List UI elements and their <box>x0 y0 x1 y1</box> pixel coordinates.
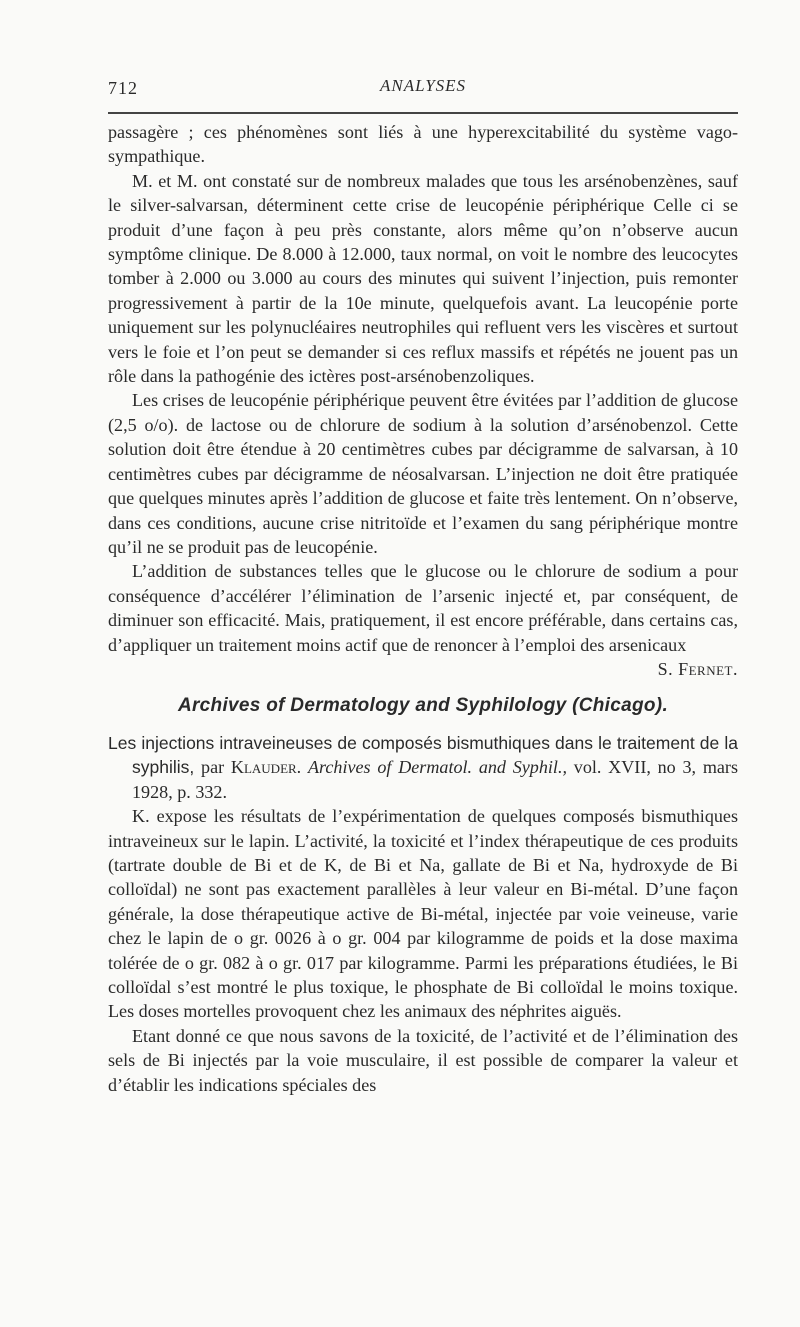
running-title: ANALYSES <box>379 76 467 95</box>
paragraph-4: L’addition de substances telles que le glucose ou le chlorure de sodium a pour conséquence d’accélérer l’élimination de l’arsenic injecté et, par conséquent, de diminuer son efficacité. Mais, pratiquement, il est encore préférable, dans certains cas, d’appliquer un traitement moins actif que de renoncer à l’emploi des arsenicaux <box>108 561 738 655</box>
paragraph-2: M. et M. ont constaté sur de nombreux malades que tous les arsénobenzènes, sauf le silver-salvarsan, déterminent cette crise de leucopénie périphérique Celle ci se produit d’une façon à peu près constante, alors même qu’on n’observe aucun symptôme clinique. De 8.000 à 12.000, taux normal, on voit le nombre des leucocytes tomber à 2.000 ou 3.000 au cours des minutes qui suivent l’injection, puis remonter progressivement à partir de la 10e minute, quelquefois avant. La leucopénie porte uniquement sur les polynucléaires neutrophiles qui refluent vers les viscères et surtout vers le foie et l’on peut se demander si ces reflux massifs et répétés ne jouent pas un rôle dans la pathogénie des ictères post-arsénobenzoliques. <box>108 170 738 387</box>
signature-text: S. Fernet. <box>657 658 738 679</box>
header-rule <box>108 112 738 114</box>
paragraph-3: Les crises de leucopénie périphérique peuvent être évitées par l’addition de glucose (2,5 o/o). de lactose ou de chlorure de sodium à la solution d’arsénobenzol. Cette solution doit être étendue à 20 centimètres cubes par décigramme de salvarsan, à 10 centimètres cubes par décigramme de néosalvarsan. L’injection ne doit être pratiquée que quelques minutes après l’addition de glucose et faite très lentement. On n’observe, dans ces conditions, aucune crise nitritoïde et l’examen du sang périphérique montre qu’il ne se produit pas de leucopénie. <box>108 390 738 557</box>
article-paragraph-1: K. expose les résultats de l’expérimentation de quelques composés bismuthiques intraveineux sur le lapin. L’activité, la toxicité et l’index thérapeutique de ces produits (tartrate double de Bi et de K, de Bi et Na, gallate de Bi et Na, hydroxyde de Bi colloïdal) ne sont pas exactement parallèles à leur valeur en Bi-métal. D’une façon générale, la dose thérapeutique active de Bi-métal, injectée par voie veineuse, varie chez le lapin de o gr. 0026 à o gr. 004 par kilogramme de poids et la dose maxima tolérée de o gr. 082 à o gr. 017 par kilogramme. Parmi les préparations étudiées, le Bi colloïdal s’est montré le plus toxique, le phosphate de Bi colloïdal le moins toxique. Les doses mortelles provoquent chez les animaux des néphrites aiguës. <box>108 806 738 1022</box>
journal-heading: Archives of Dermatology and Syphilology (Chicago). <box>177 694 669 716</box>
article-journal: Archives of Dermatol. and Syphil., <box>307 757 567 778</box>
page <box>108 72 738 1097</box>
article-by: par <box>201 757 225 778</box>
article-author: Klauder. <box>230 757 302 778</box>
article-citation: vol. XVII, no 3, mars 1928, p. 332. <box>132 757 738 802</box>
page-number: 712 <box>108 78 138 98</box>
article-paragraph-2: Etant donné ce que nous savons de la toxicité, de l’activité et de l’élimination des sels de Bi injectés par la voie musculaire, il est possible de comparer la valeur et d’établir les indications spéciales des <box>108 1025 738 1095</box>
article-title-text: Les injections intraveineuses de composés bismuthiques dans le traitement de la syphilis, <box>108 732 738 778</box>
paragraph-1: passagère ; ces phénomènes sont liés à une hyperexcitabilité du système vago-sympathique. <box>108 122 738 167</box>
page-header <box>108 72 738 102</box>
article-title <box>108 731 738 804</box>
signature <box>108 657 738 681</box>
